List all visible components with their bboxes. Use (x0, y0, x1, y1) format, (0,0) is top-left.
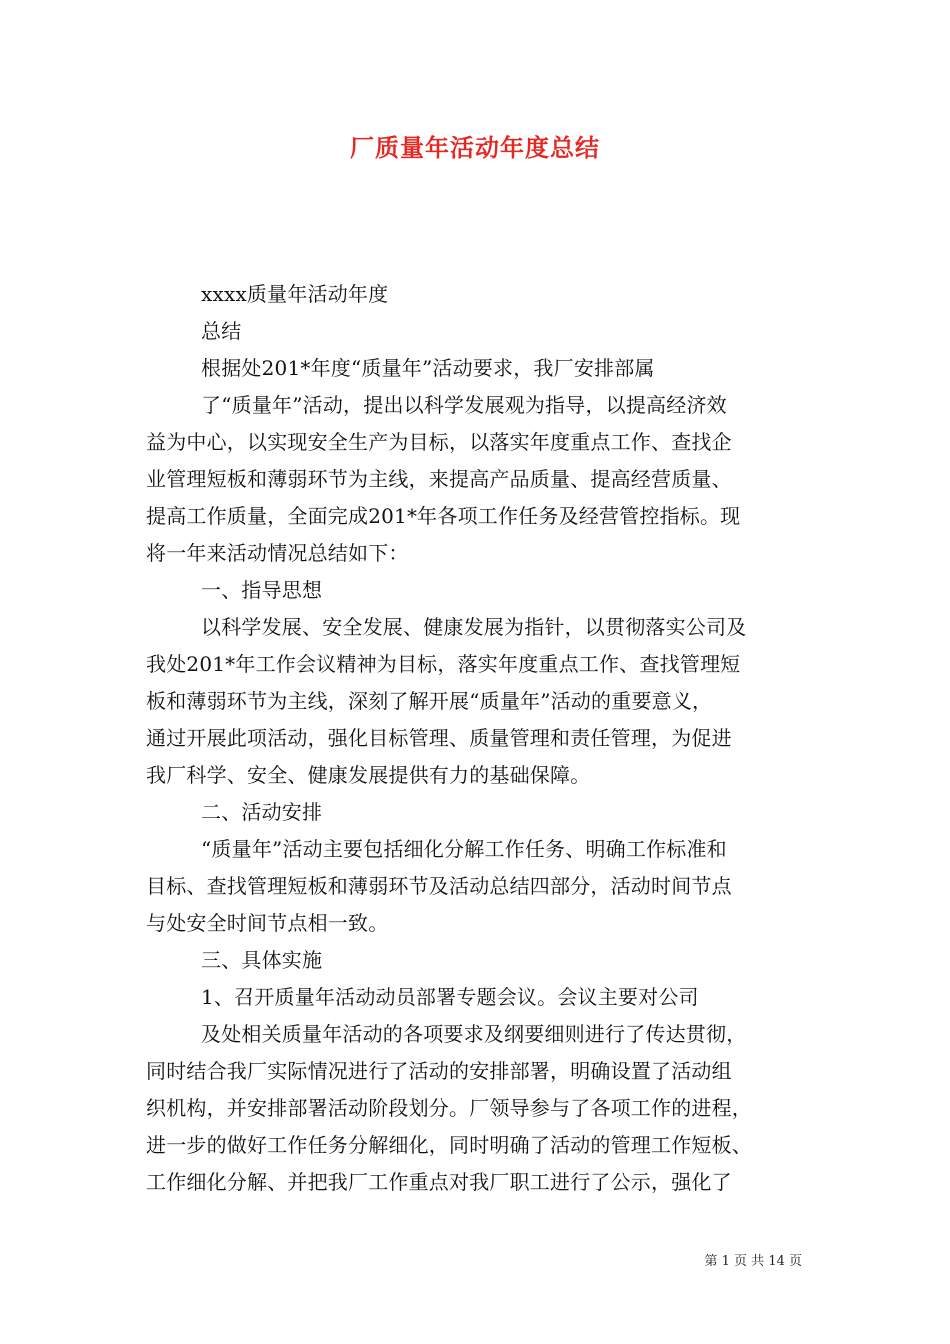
text-line: 总结 (201, 319, 242, 343)
text-line: 二、活动安排 (201, 800, 323, 824)
text-line: “质量年”活动主要包括细化分解工作任务、明确工作标准和 (201, 837, 727, 861)
text-line: 板和薄弱环节为主线，深刻了解开展“质量年”活动的重要意义， (146, 689, 713, 713)
text-line: 通过开展此项活动，强化目标管理、质量管理和责任管理，为促进 (146, 726, 732, 750)
text-line: 以科学发展、安全发展、健康发展为指针，以贯彻落实公司及 (201, 615, 747, 639)
text-line: 了“质量年”活动，提出以科学发展观为指导，以提高经济效 (201, 393, 727, 417)
document-body (146, 276, 808, 1201)
text-line: 与处安全时间节点相一致。 (146, 911, 389, 935)
document-title: 厂质量年活动年度总结 (350, 134, 600, 162)
text-line: 及处相关质量年活动的各项要求及纲要细则进行了传达贯彻， (201, 1022, 747, 1046)
text-line: 1、召开质量年活动动员部署专题会议。会议主要对公司 (201, 985, 699, 1009)
text-line: 同时结合我厂实际情况进行了活动的安排部署，明确设置了活动组 (146, 1059, 732, 1083)
text-line: 根据处201*年度“质量年”活动要求，我厂安排部属 (201, 356, 655, 380)
text-line: 进一步的做好工作任务分解细化，同时明确了活动的管理工作短板、 (146, 1133, 752, 1157)
text-line: 我处201*年工作会议精神为目标，落实年度重点工作、查找管理短 (146, 652, 741, 676)
text-line: 三、具体实施 (201, 948, 323, 972)
text-line: 将一年来活动情况总结如下： (146, 541, 409, 565)
text-line: 目标、查找管理短板和薄弱环节及活动总结四部分，活动时间节点 (146, 874, 732, 898)
text-line: 织机构，并安排部署活动阶段划分。厂领导参与了各项工作的进程， (146, 1096, 752, 1120)
text-line: 一、指导思想 (201, 578, 323, 602)
text-line: xxxx质量年活动年度 (201, 282, 389, 306)
text-line: 益为中心，以实现安全生产为目标，以落实年度重点工作、查找企 (146, 430, 732, 454)
text-line: 提高工作质量，全面完成201*年各项工作任务及经营管控指标。现 (146, 504, 741, 528)
text-line: 业管理短板和薄弱环节为主线，来提高产品质量、提高经营质量、 (146, 467, 732, 491)
text-line: 我厂科学、安全、健康发展提供有力的基础保障。 (146, 763, 591, 787)
text-line: 工作细化分解、并把我厂工作重点对我厂职工进行了公示，强化了 (146, 1170, 732, 1194)
page-number: 第 1 页 共 14 页 (704, 1254, 802, 1269)
